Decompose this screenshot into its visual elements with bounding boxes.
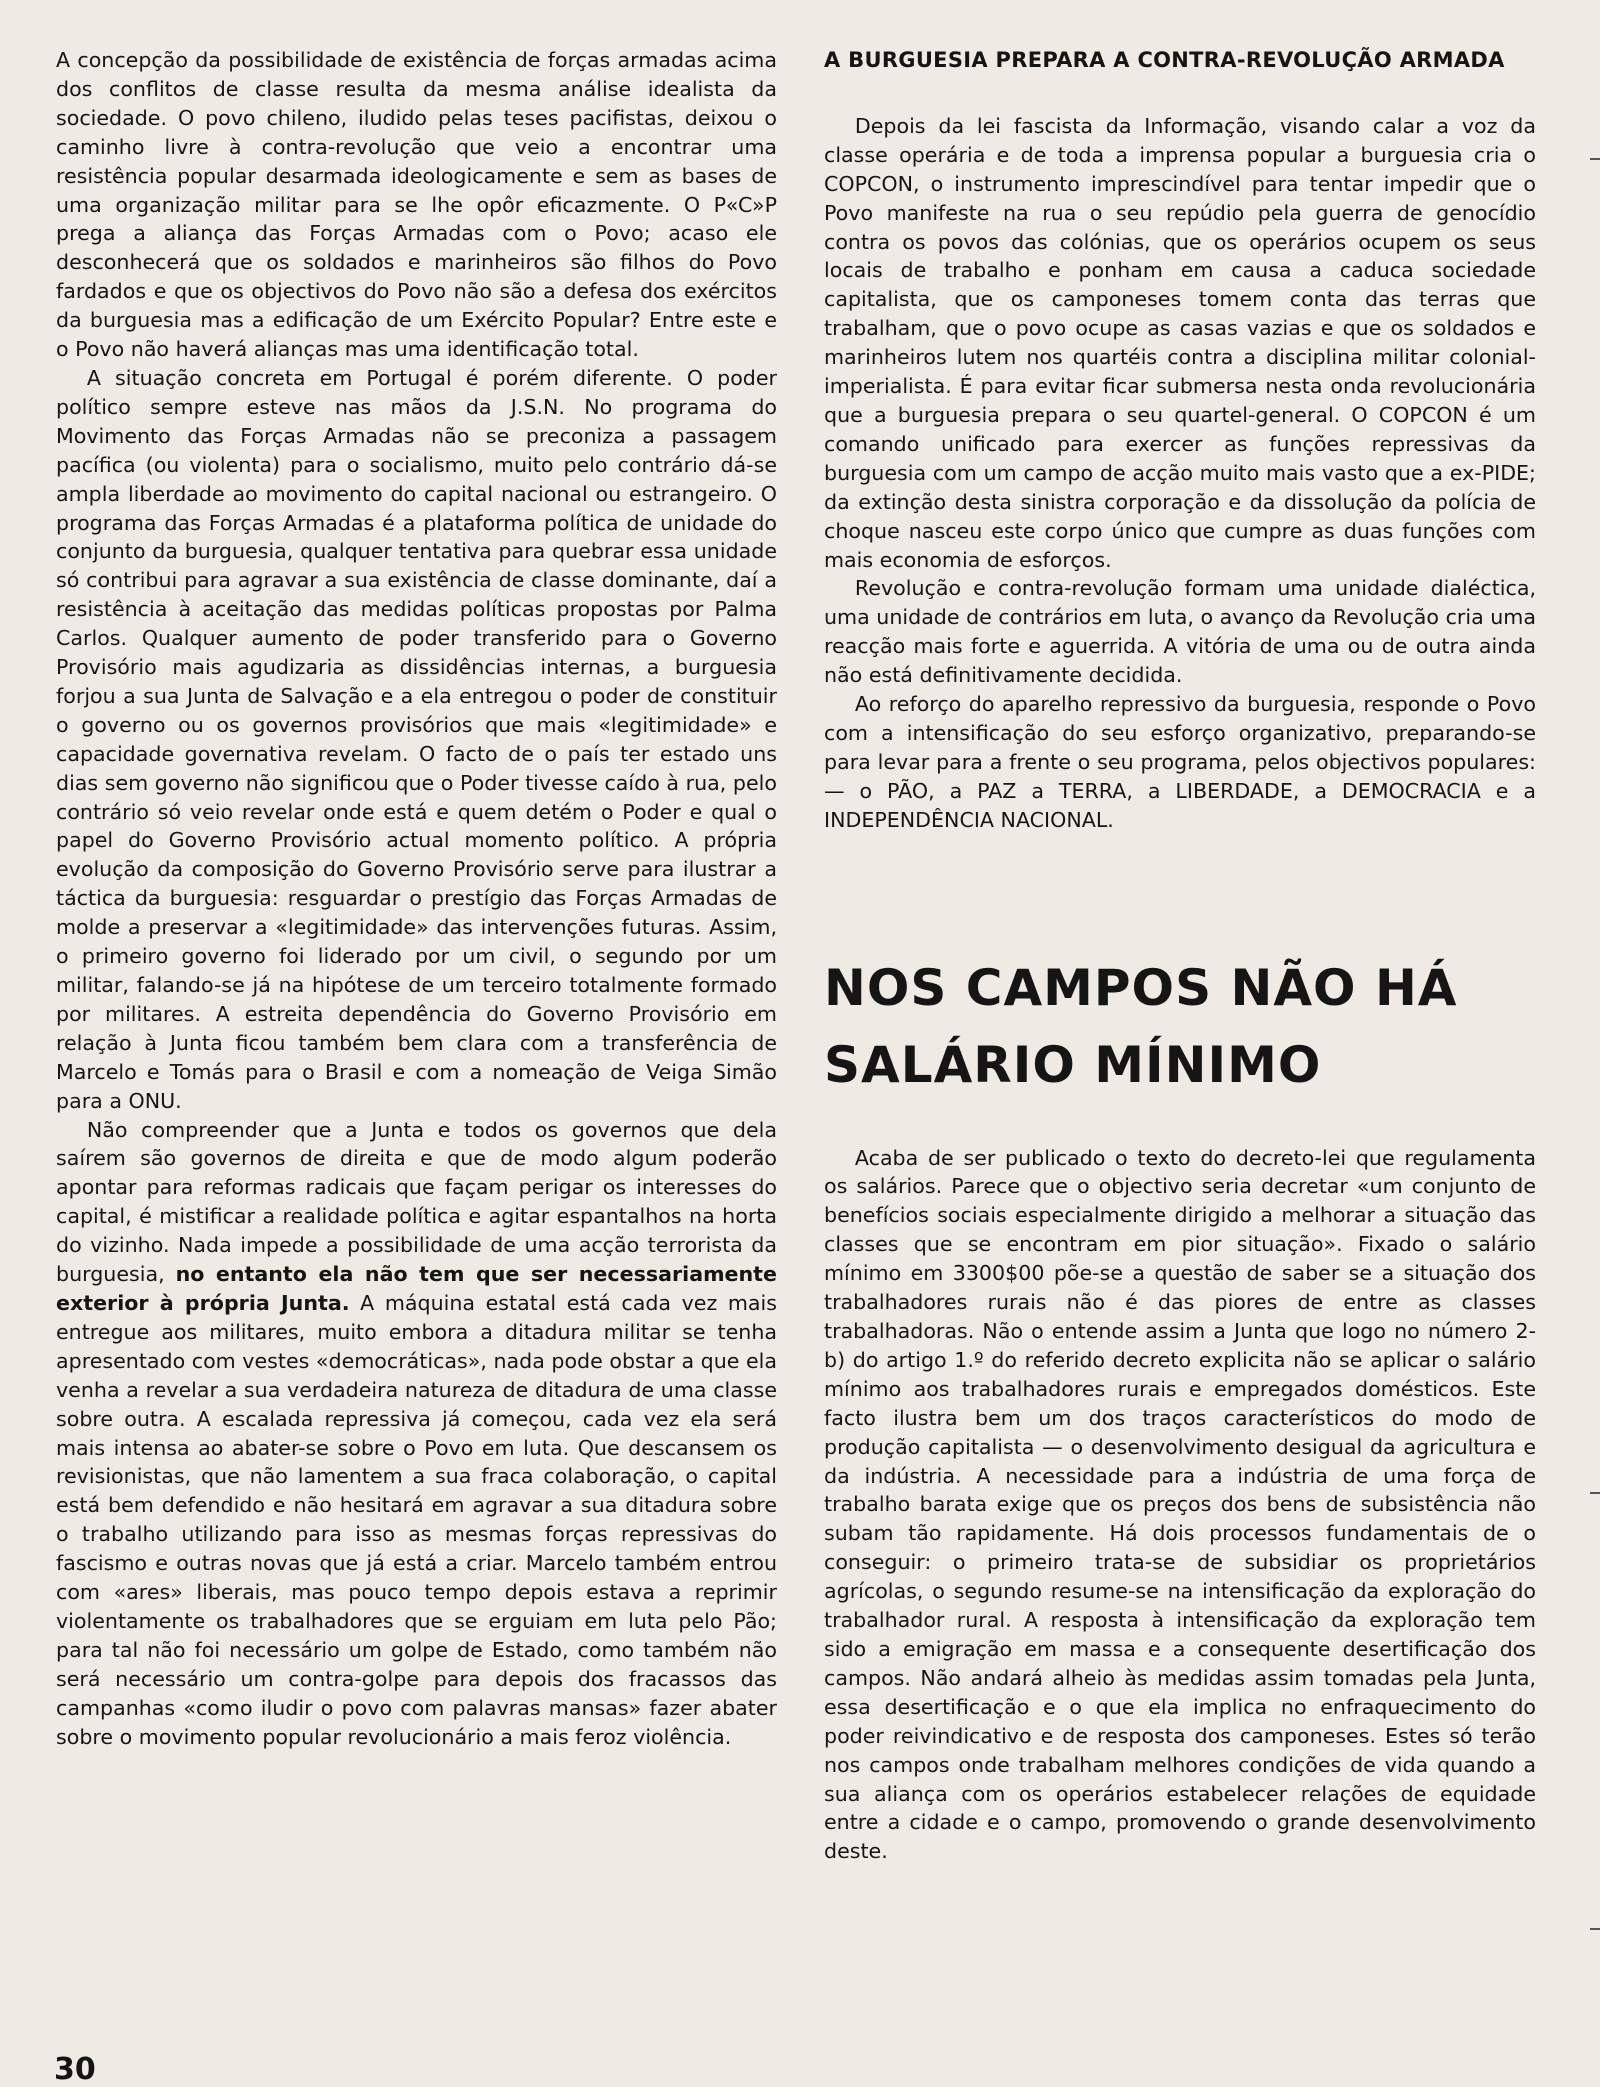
right-column	[824, 46, 1536, 1866]
left-paragraph-3-part2: A máquina estatal está cada vez mais entregue aos militares, muito embora a ditadura militar se tenha apresentado com vestes «democráticas», nada pode obstar a que ela venha a revelar a sua verdadeira natureza de ditadura de uma classe sobre outra. A escalada repressiva já começou, cada vez ela será mais intensa ao abater-se sobre o Povo em luta. Que descansem os revisionistas, que não lamentem a sua fraca colaboração, o capital está bem defendido e não hesitará em agravar a sua ditadura sobre o trabalho utilizando para isso as mesmas forças repressivas do fascismo e outras novas que já está a criar. Marcelo também entrou com «ares» liberais, mas pouco tempo depois estava a reprimir violentamente os trabalhadores que se erguiam em luta pelo Pão; para tal não foi necessário um golpe de Estado, como também não será necessário um contra-golpe para depois dos fracassos das campanhas «como iludir o povo com palavras mansas» fazer abater sobre o movimento popular revolucionário a mais feroz violência.	[56, 1290, 777, 1749]
edge-mark	[1590, 1492, 1600, 1494]
section-heading-campos-line2: SALÁRIO MÍNIMO	[824, 1035, 1322, 1094]
left-paragraph-3-part1: Não compreender que a Junta e todos os governos que dela saírem são governos de direita e que de modo algum poderão apontar para reformas radicais que façam perigar os interesses do capital, é mistificar a realidade política e agitar espantalhos na horta do vizinho. Nada impede a possibilidade de uma acção terrorista da burguesia,	[56, 1117, 777, 1287]
section-heading-burguesia: A BURGUESIA PREPARA A CONTRA-REVOLUÇÃO ARMADA	[824, 48, 1505, 72]
left-paragraph-3-bold: no entanto ela não tem que ser necessariamente exterior à própria Junta.	[56, 1262, 777, 1315]
left-paragraph-3	[56, 1116, 777, 1752]
page-number: 30	[54, 2052, 96, 2087]
section-heading-campos	[824, 950, 1536, 1104]
left-column	[56, 46, 777, 1751]
left-paragraph-2: A situação concreta em Portugal é porém diferente. O poder político sempre esteve nas mãos da J.S.N. No programa do Movimento das Forças Armadas não se preconiza a passagem pacífica (ou violenta) para o socialismo, muito pelo contrário dá-se ampla liberdade ao movimento do capital nacional ou estrangeiro. O programa das Forças Armadas é a plataforma política de unidade do conjunto da burguesia, qualquer tentativa para quebrar essa unidade só contribui para agravar a sua existência de classe dominante, daí a resistência à aceitação das medidas políticas propostas por Palma Carlos. Qualquer aumento de poder transferido para o Governo Provisório mais agudizaria as dissidências internas, a burguesia forjou a sua Junta de Salvação e a ela entregou o poder de constituir o governo ou os governos provisórios que mais «legitimidade» e capacidade governativa revelam. O facto de o país ter estado uns dias sem governo não significou que o Poder tivesse caído à rua, pelo contrário só veio revelar onde está e quem detém o Poder e qual o papel do Governo Provisório actual momento político. A própria evolução da composição do Governo Provisório serve para ilustrar a táctica da burguesia: resguardar o prestígio das Forças Armadas de molde a preservar a «legitimidade» das intervenções futuras. Assim, o primeiro governo foi liderado por um civil, o segundo por um militar, falando-se já na hipótese de um terceiro totalmente formado por militares. A estreita dependência do Governo Provisório em relação à Junta ficou também bem clara com a transferência de Marcelo e Tomás para o Brasil e com a nomeação de Veiga Simão para a ONU.	[56, 365, 777, 1113]
edge-mark	[1590, 1928, 1600, 1930]
left-paragraph-1: A concepção da possibilidade de existência de forças armadas acima dos conflitos de classe resulta da mesma análise idealista da sociedade. O povo chileno, iludido pelas teses pacifistas, deixou o caminho livre à contra-revolução que veio a encontrar uma resistência popular desarmada ideologicamente e sem as bases de uma organização militar para se lhe opôr eficazmente. O P«C»P prega a aliança das Forças Armadas com o Povo; acaso ele desconhecerá que os soldados e marinheiros são filhos do Povo fardados e que os objectivos do Povo não são a defesa dos exércitos da burguesia mas a edificação de um Exército Popular? Entre este e o Povo não haverá alianças mas uma identificação total.	[56, 48, 777, 362]
section-heading-campos-line1: NOS CAMPOS NÃO HÁ	[824, 958, 1458, 1017]
right-paragraph-3: Ao reforço do aparelho repressivo da burguesia, responde o Povo com a intensificação do seu esforço organizativo, preparando-se para levar para a frente o seu programa, pelos objectivos populares: — o PÃO, a PAZ a TERRA, a LIBERDADE, a DEMOCRACIA e a INDEPENDÊNCIA NACIONAL.	[824, 692, 1536, 832]
right-paragraph-1: Depois da lei fascista da Informação, visando calar a voz da classe operária e de toda a imprensa popular a burguesia cria o COPCON, o instrumento imprescindível para tentar impedir que o Povo manifeste na rua o seu repúdio pela guerra de genocídio contra os povos das colónias, que os operários ocupem os seus locais de trabalho e ponham em causa a caduca sociedade capitalista, que os camponeses tomem conta das terras que trabalham, que o povo ocupe as casas vazias e que os soldados e marinheiros lutem nos quartéis contra a disciplina militar colonial-imperialista. É para evitar ficar submersa nesta onda revolucionária que a burguesia prepara o seu quartel-general. O COPCON é um comando unificado para exercer as funções repressivas da burguesia com um campo de acção muito mais vasto que a ex-PIDE; da extinção desta sinistra corporação e da dissolução da polícia de choque nasceu este corpo único que cumpre as duas funções com mais economia de esforços.	[824, 113, 1536, 572]
right-paragraph-4: Acaba de ser publicado o texto do decreto-lei que regulamenta os salários. Parece que o objectivo seria decretar «um conjunto de benefícios sociais especialmente dirigido a melhorar a situação das classes que se encontram em pior situação». Fixado o salário mínimo em 3300$00 põe-se a questão de saber se a situação dos trabalhadores rurais não é das piores de entre as classes trabalhadoras. Não o entende assim a Junta que logo no número 2-b) do artigo 1.º do referido decreto explicita não se aplicar o salário mínimo aos trabalhadores rurais e empregados domésticos. Este facto ilustra bem um dos traços característicos do modo de produção capitalista — o desenvolvimento desigual da agricultura e da indústria. A necessidade para a indústria de uma força de trabalho barata exige que os preços dos bens de subsistência não subam tão rapidamente. Há dois processos fundamentais de o conseguir: o primeiro trata-se de subsidiar os proprietários agrícolas, o segundo resume-se na intensificação da exploração do trabalhador rural. A resposta à intensificação da exploração tem sido a emigração em massa e a consequente desertificação dos campos. Não andará alheio às medidas assim tomadas pela Junta, essa desertificação e o que ela implica no enfraquecimento do poder reivindicativo e de resposta dos camponeses. Estes só terão nos campos onde trabalham melhores condições de vida quando a sua aliança com os operários estabelecer relações de equidade entre a cidade e o campo, promovendo o grande desenvolvimento deste.	[824, 1145, 1536, 1864]
right-paragraph-2: Revolução e contra-revolução formam uma unidade dialéctica, uma unidade de contrários em luta, o avanço da Revolução cria uma reacção mais forte e aguerrida. A vitória de uma ou de outra ainda não está definitivamente decidida.	[824, 576, 1536, 688]
edge-mark	[1590, 158, 1600, 160]
